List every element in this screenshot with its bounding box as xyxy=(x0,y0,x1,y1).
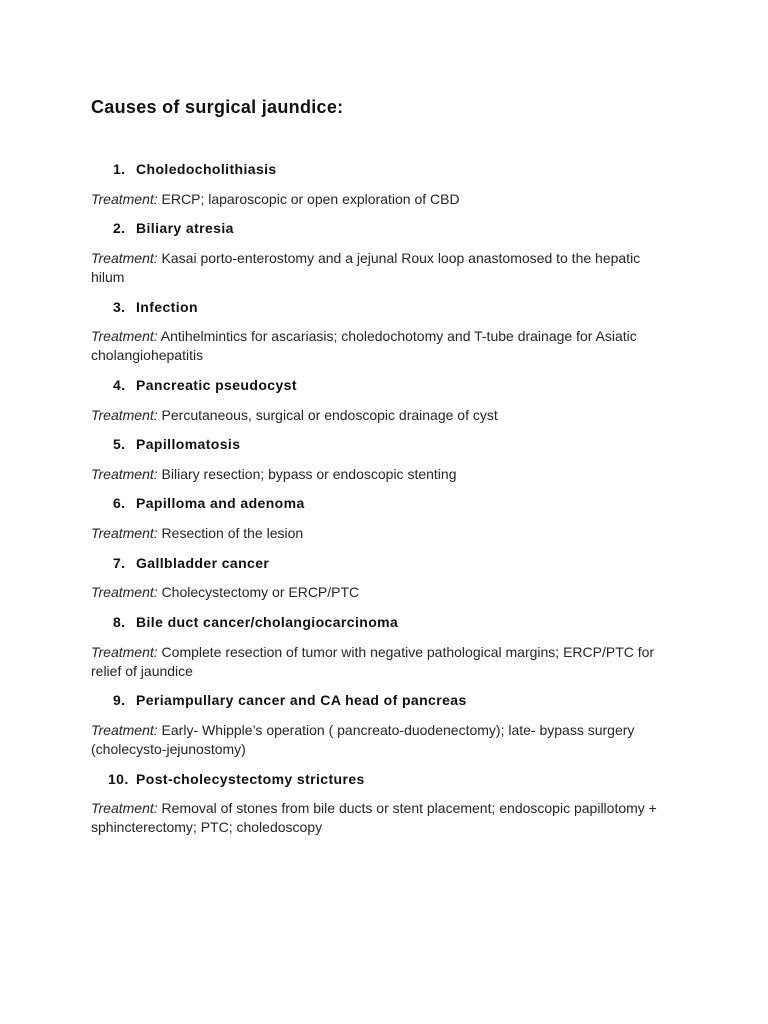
cause-number: 3. xyxy=(113,299,126,315)
treatment-label: Treatment: xyxy=(91,525,158,541)
cause-number: 7. xyxy=(113,555,126,571)
cause-name: Pancreatic pseudocyst xyxy=(136,377,297,393)
treatment-description: ERCP; laparoscopic or open exploration of CBD xyxy=(161,191,460,207)
cause-heading xyxy=(113,376,297,394)
cause-name: Biliary atresia xyxy=(136,220,234,236)
cause-heading xyxy=(113,435,240,453)
treatment-label: Treatment: xyxy=(91,800,158,816)
treatment-description: Cholecystectomy or ERCP/PTC xyxy=(161,584,360,600)
treatment-text xyxy=(91,406,671,425)
treatment-label: Treatment: xyxy=(91,722,158,738)
cause-number: 2. xyxy=(113,220,126,236)
treatment-text xyxy=(91,799,671,837)
treatment-text xyxy=(91,465,671,484)
treatment-label: Treatment: xyxy=(91,407,158,423)
cause-heading xyxy=(113,691,467,709)
treatment-label: Treatment: xyxy=(91,466,158,482)
treatment-description: Antihelmintics for ascariasis; choledochotomy and T-tube drainage for Asiatic cholangiohepatitis xyxy=(91,328,637,363)
cause-heading xyxy=(113,494,305,512)
cause-heading xyxy=(113,160,277,178)
treatment-label: Treatment: xyxy=(91,328,158,344)
cause-number: 9. xyxy=(113,692,126,708)
cause-number: 1. xyxy=(113,161,126,177)
cause-name: Choledocholithiasis xyxy=(136,161,277,177)
cause-heading xyxy=(113,554,269,572)
treatment-description: Biliary resection; bypass or endoscopic stenting xyxy=(161,466,457,482)
treatment-description: Percutaneous, surgical or endoscopic drainage of cyst xyxy=(161,407,498,423)
cause-heading xyxy=(113,298,198,316)
treatment-label: Treatment: xyxy=(91,584,158,600)
treatment-text xyxy=(91,327,671,365)
cause-name: Bile duct cancer/cholangiocarcinoma xyxy=(136,614,399,630)
cause-name: Papilloma and adenoma xyxy=(136,495,305,511)
treatment-text xyxy=(91,583,671,602)
cause-heading xyxy=(113,219,234,237)
cause-number: 6. xyxy=(113,495,126,511)
cause-heading xyxy=(108,770,365,788)
treatment-description: Kasai porto-enterostomy and a jejunal Roux loop anastomosed to the hepatic hilum xyxy=(91,250,641,285)
cause-number: 4. xyxy=(113,377,126,393)
cause-name: Gallbladder cancer xyxy=(136,555,270,571)
cause-name: Papillomatosis xyxy=(136,436,241,452)
treatment-text xyxy=(91,643,671,681)
cause-name: Periampullary cancer and CA head of pancreas xyxy=(136,692,467,708)
treatment-description: Resection of the lesion xyxy=(161,525,304,541)
treatment-text xyxy=(91,721,671,759)
cause-number: 5. xyxy=(113,436,126,452)
treatment-description: Early- Whipple’s operation ( pancreato-duodenectomy); late- bypass surgery (cholecysto-jejunostomy) xyxy=(91,722,635,757)
treatment-label: Treatment: xyxy=(91,191,158,207)
treatment-description: Removal of stones from bile ducts or stent placement; endoscopic papillotomy + sphincterectomy; PTC; choledoscopy xyxy=(91,800,657,835)
treatment-description: Complete resection of tumor with negative pathological margins; ERCP/PTC for relief of jaundice xyxy=(91,644,655,679)
treatment-text xyxy=(91,524,671,543)
treatment-label: Treatment: xyxy=(91,250,158,266)
treatment-text xyxy=(91,190,671,209)
cause-number: 8. xyxy=(113,614,126,630)
treatment-text xyxy=(91,249,671,287)
treatment-label: Treatment: xyxy=(91,644,158,660)
document-title: Causes of surgical jaundice: xyxy=(91,97,344,117)
cause-number: 10. xyxy=(108,771,129,787)
cause-heading xyxy=(113,613,398,631)
cause-name: Post-cholecystectomy strictures xyxy=(136,771,365,787)
cause-name: Infection xyxy=(136,299,198,315)
